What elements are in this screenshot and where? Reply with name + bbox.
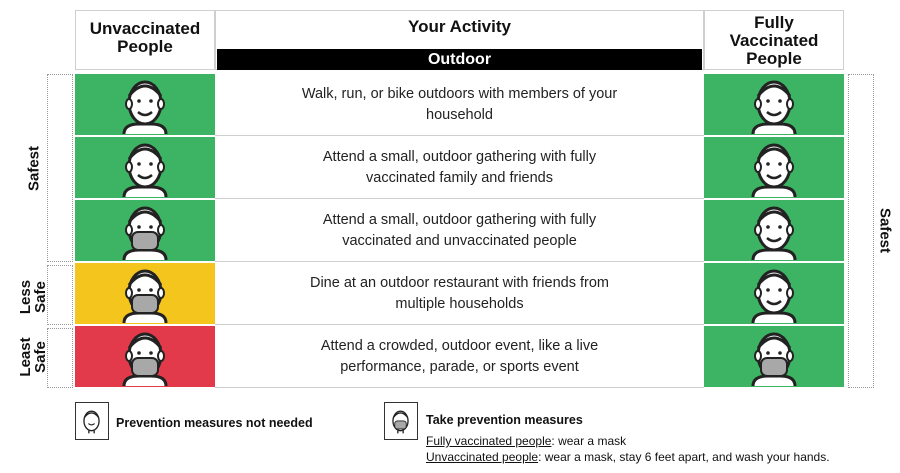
face-icon bbox=[739, 76, 809, 134]
unvaccinated-risk-cell bbox=[75, 200, 215, 261]
legend-unvaccinated-label: Unvaccinated people bbox=[426, 450, 539, 464]
legend-unvaccinated-text: : wear a mask, stay 6 feet apart, and wash your hands. bbox=[538, 450, 830, 464]
right-safest-bracket bbox=[848, 74, 874, 388]
row-divider bbox=[215, 387, 704, 388]
left-safest-bracket bbox=[47, 74, 73, 262]
legend-vaccinated-text: : wear a mask bbox=[551, 434, 627, 448]
side-label-least-safe: Least Safe bbox=[17, 337, 49, 377]
activity-description: Attend a crowded, outdoor event, like a live performance, parade, or sports event bbox=[320, 337, 599, 375]
header-fully-vaccinated: Fully Vaccinated People bbox=[729, 13, 819, 68]
face-icon bbox=[110, 139, 180, 197]
legend-unvaccinated-line bbox=[426, 450, 830, 464]
legend-take-measures-text: Take prevention measures bbox=[426, 413, 583, 427]
header-outdoor: Outdoor bbox=[427, 51, 492, 68]
face-icon bbox=[739, 202, 809, 260]
legend-vaccinated-line bbox=[426, 434, 626, 448]
vaccinated-risk-cell bbox=[704, 263, 844, 324]
masked-face-icon bbox=[385, 403, 416, 438]
header-your-activity: Your Activity bbox=[408, 17, 511, 36]
side-label-less-safe: Less Safe bbox=[17, 279, 49, 315]
activity-description: Walk, run, or bike outdoors with members of your household bbox=[301, 85, 618, 123]
left-least-safe-bracket bbox=[47, 328, 73, 388]
activity-description: Dine at an outdoor restaurant with friends from multiple households bbox=[309, 274, 609, 312]
activity-description: Attend a small, outdoor gathering with fully vaccinated and unvaccinated people bbox=[322, 211, 597, 249]
legend-no-measures-text: Prevention measures not needed bbox=[116, 416, 313, 430]
vaccinated-risk-cell bbox=[704, 74, 844, 135]
activity-description: Attend a small, outdoor gathering with fully vaccinated family and friends bbox=[322, 148, 597, 186]
masked-face-icon bbox=[110, 265, 180, 323]
masked-face-icon bbox=[110, 328, 180, 386]
face-icon bbox=[739, 265, 809, 323]
side-label-safest-right: Safest bbox=[876, 207, 894, 254]
left-less-safe-bracket bbox=[47, 265, 73, 325]
masked-face-icon bbox=[739, 328, 809, 386]
face-icon bbox=[76, 403, 107, 438]
side-label-safest-left: Safest bbox=[25, 145, 43, 192]
vaccinated-risk-cell bbox=[704, 200, 844, 261]
unvaccinated-risk-cell bbox=[75, 263, 215, 324]
legend-vaccinated-label: Fully vaccinated people bbox=[426, 434, 552, 448]
header-unvaccinated: Unvaccinated People bbox=[89, 19, 201, 56]
legend-no-measures-icon-box bbox=[75, 402, 109, 440]
face-icon bbox=[110, 76, 180, 134]
face-icon bbox=[739, 139, 809, 197]
unvaccinated-risk-cell bbox=[75, 137, 215, 198]
unvaccinated-risk-cell bbox=[75, 326, 215, 387]
legend-take-measures-icon-box bbox=[384, 402, 418, 440]
vaccinated-risk-cell bbox=[704, 137, 844, 198]
unvaccinated-risk-cell bbox=[75, 74, 215, 135]
masked-face-icon bbox=[110, 202, 180, 260]
vaccinated-risk-cell bbox=[704, 326, 844, 387]
